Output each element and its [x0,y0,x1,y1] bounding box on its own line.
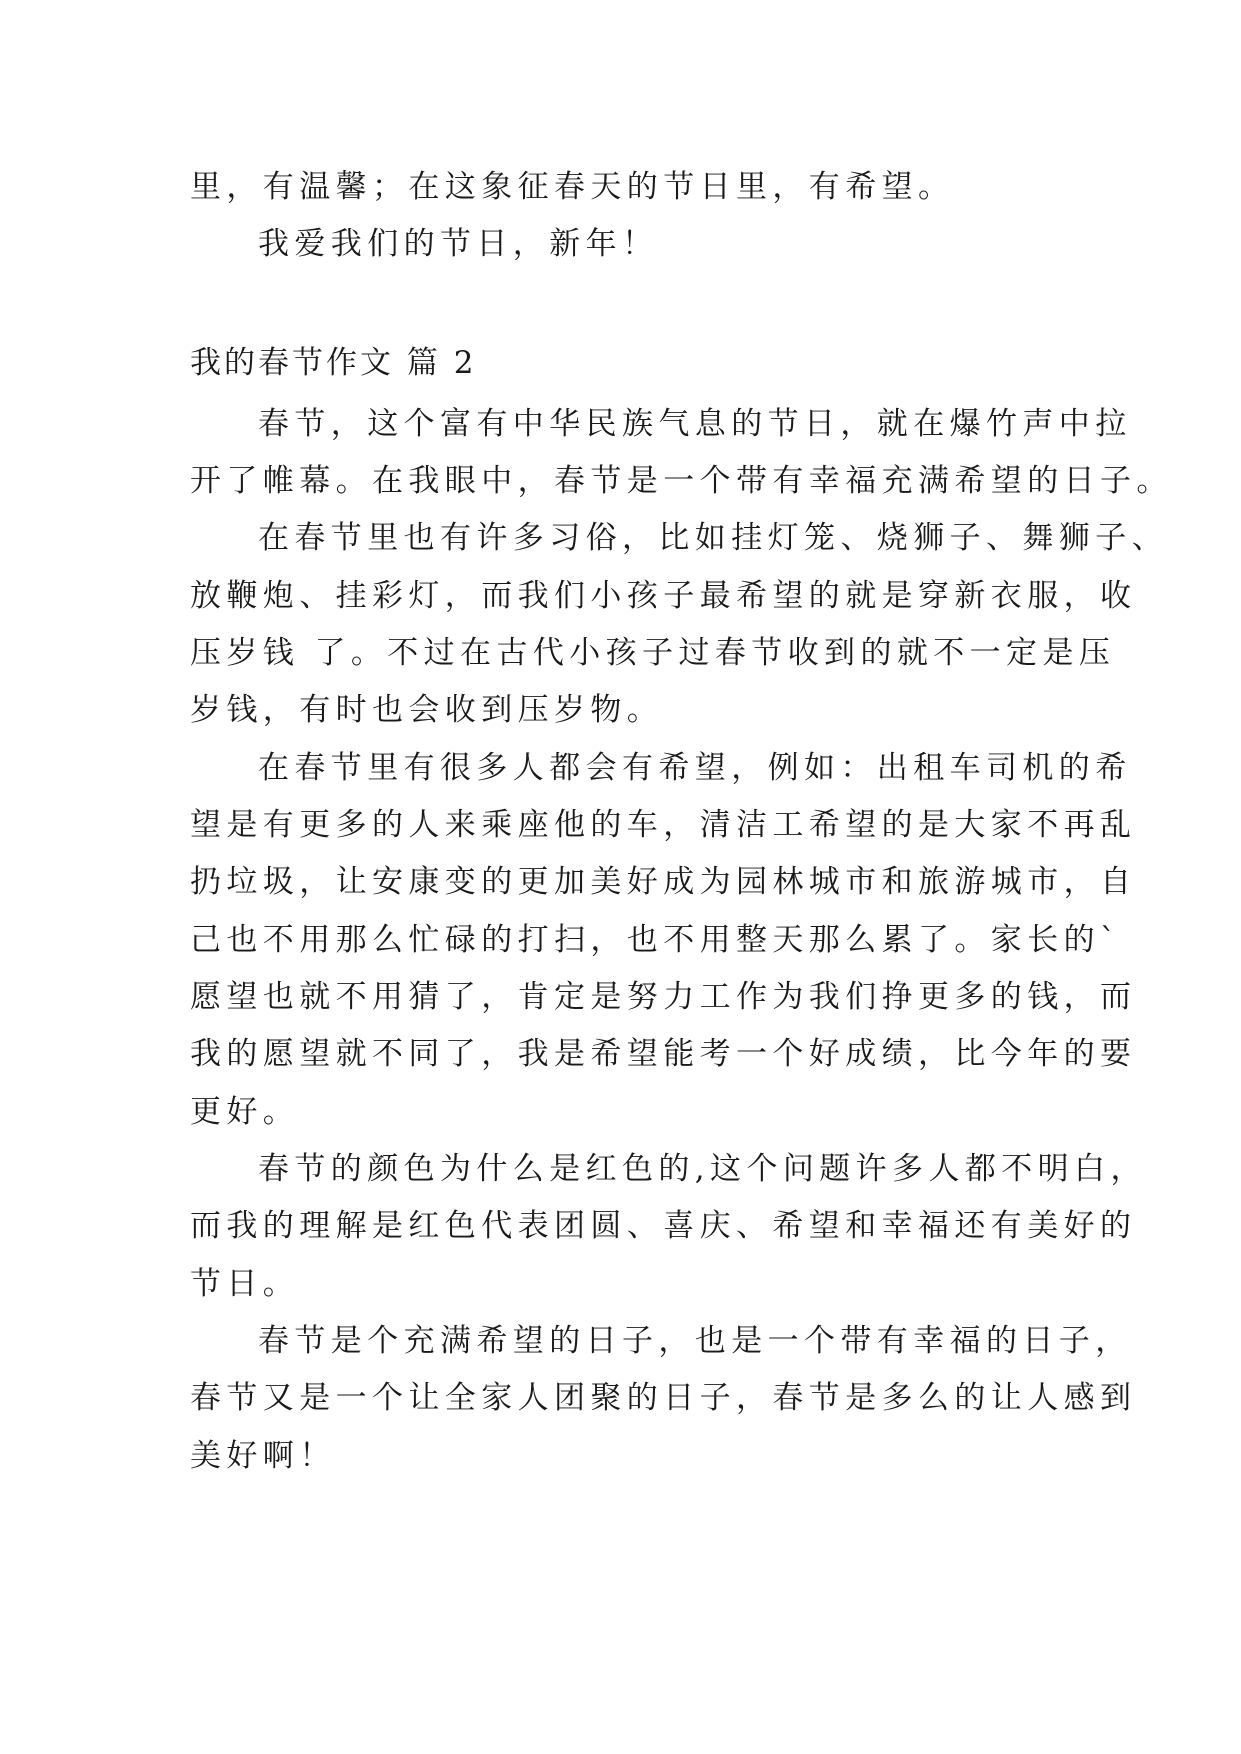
paragraph-line: 更好。 [190,1094,300,1130]
paragraph-line: 我爱我们的节日，新年！ [258,226,659,262]
paragraph-line: 春节，这个富有中华民族气息的节日，就在爆竹声中拉 [258,406,1132,442]
paragraph-line: 里，有温馨；在这象征春天的节日里，有希望。 [190,169,955,205]
paragraph-line: 放鞭炮、挂彩灯，而我们小孩子最希望的就是穿新衣服，收 [190,578,1137,614]
paragraph-line: 压岁钱 了。不过在古代小孩子过春节收到的就不一定是压 [190,635,1116,671]
paragraph-line: 在春节里有很多人都会有希望，例如：出租车司机的希 [258,750,1132,786]
paragraph-line: 节日。 [190,1266,300,1302]
paragraph-line: 美好啊！ [190,1438,336,1474]
paragraph-line: 春节又是一个让全家人团聚的日子，春节是多么的让人感到 [190,1380,1137,1416]
paragraph-line: 愿望也就不用猜了，肯定是努力工作为我们挣更多的钱，而 [190,979,1137,1015]
paragraph-line: 开了帷幕。在我眼中，春节是一个带有幸福充满希望的日子。 [190,463,1173,499]
paragraph-line: 春节的颜色为什么是红色的,这个问题许多人都不明白， [258,1151,1147,1187]
paragraph-line: 而我的理解是红色代表团圆、喜庆、希望和幸福还有美好的 [190,1208,1137,1244]
paragraph-line: 我的愿望就不同了，我是希望能考一个好成绩，比今年的要 [190,1036,1137,1072]
paragraph-line: 望是有更多的人来乘座他的车，清洁工希望的是大家不再乱 [190,807,1137,843]
section-heading: 我的春节作文 篇 2 [190,345,477,381]
paragraph-line: 春节是个充满希望的日子，也是一个带有幸福的日子， [258,1323,1132,1359]
paragraph-line: 岁钱，有时也会收到压岁物。 [190,692,664,728]
paragraph-line: 在春节里也有许多习俗，比如挂灯笼、烧狮子、舞狮子、 [258,520,1168,556]
paragraph-line: 己也不用那么忙碌的打扫，也不用整天那么累了。家长的` [190,922,1121,958]
paragraph-line: 扔垃圾，让安康变的更加美好成为园林城市和旅游城市，自 [190,864,1137,900]
